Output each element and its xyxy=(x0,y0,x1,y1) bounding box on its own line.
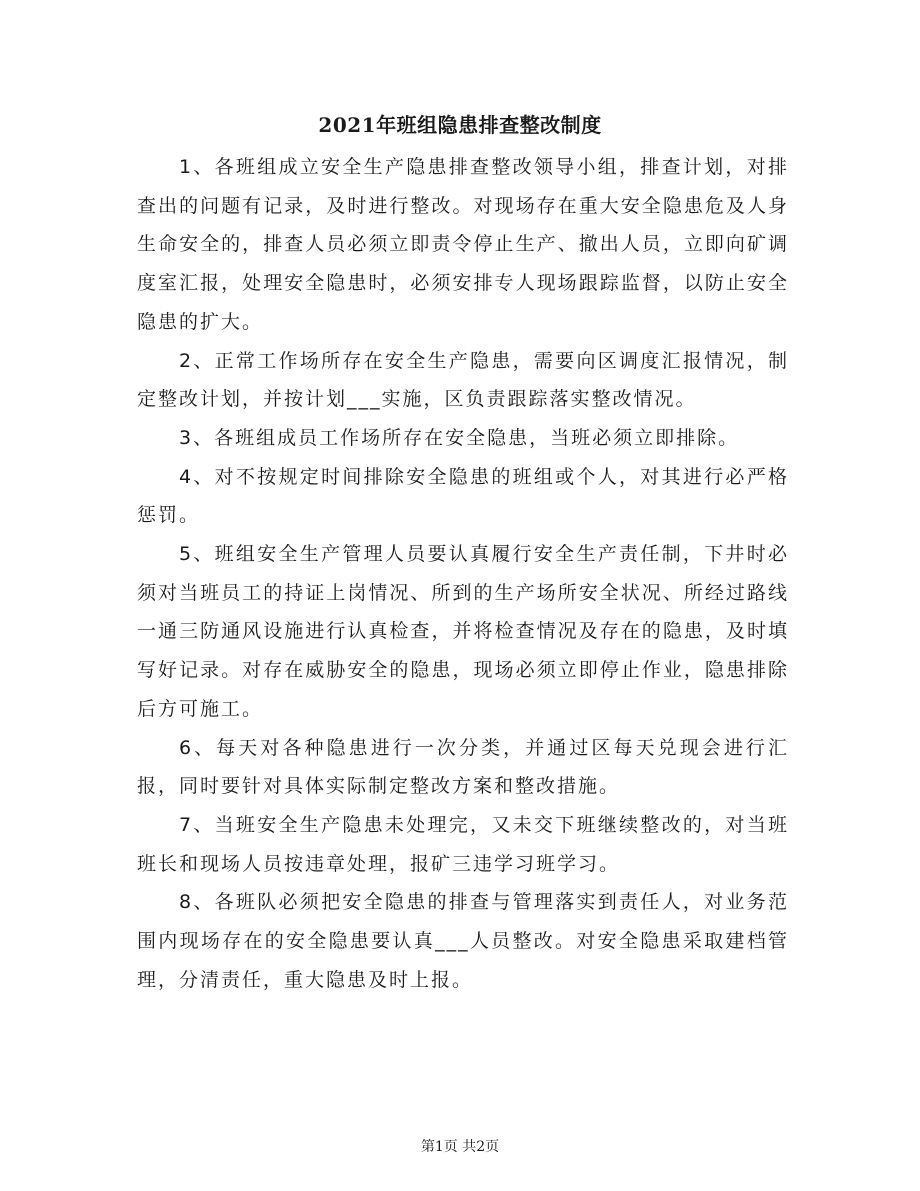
paragraph-2: 2、正常工作场所存在安全生产隐患，需要向区调度汇报情况，制定整改计划，并按计划___实施，区负责跟踪落实整改情况。 xyxy=(137,349,789,411)
paragraph-1: 1、各班组成立安全生产隐患排查整改领导小组，排查计划，对排查出的问题有记录，及时进行整改。对现场存在重大安全隐患危及人身生命安全的，排查人员必须立即责令停止生产、撤出人员，立即向矿调度室汇报，处理安全隐患时，必须安排专人现场跟踪监督，以防止安全隐患的扩大。 xyxy=(137,156,789,333)
paragraph-4: 4、对不按规定时间排除安全隐患的班组或个人，对其进行必严格惩罚。 xyxy=(137,465,789,527)
paragraph-6: 6、每天对各种隐患进行一次分类，并通过区每天兑现会进行汇报，同时要针对具体实际制定整改方案和整改措施。 xyxy=(137,736,789,798)
paragraph-3: 3、各班组成员工作场所存在安全隐患，当班必须立即排除。 xyxy=(179,426,740,449)
document-body xyxy=(137,148,789,999)
paragraph-7: 7、当班安全生产隐患未处理完，又未交下班继续整改的，对当班班长和现场人员按违章处理，报矿三违学习班学习。 xyxy=(137,813,789,875)
paragraph-5: 5、班组安全生产管理人员要认真履行安全生产责任制，下井时必须对当班员工的持证上岗情况、所到的生产场所安全状况、所经过路线一通三防通风设施进行认真检查，并将检查情况及存在的隐患，及时填写好记录。对存在威胁安全的隐患，现场必须立即停止作业，隐患排除后方可施工。 xyxy=(137,543,789,720)
paragraph-8: 8、各班队必须把安全隐患的排查与管理落实到责任人，对业务范围内现场存在的安全隐患要认真___人员整改。对安全隐患采取建档管理，分清责任，重大隐患及时上报。 xyxy=(137,891,789,991)
page-footer: 第1页 共2页 xyxy=(420,1139,500,1155)
document-title: 2021年班组隐患排查整改制度 xyxy=(318,113,602,137)
